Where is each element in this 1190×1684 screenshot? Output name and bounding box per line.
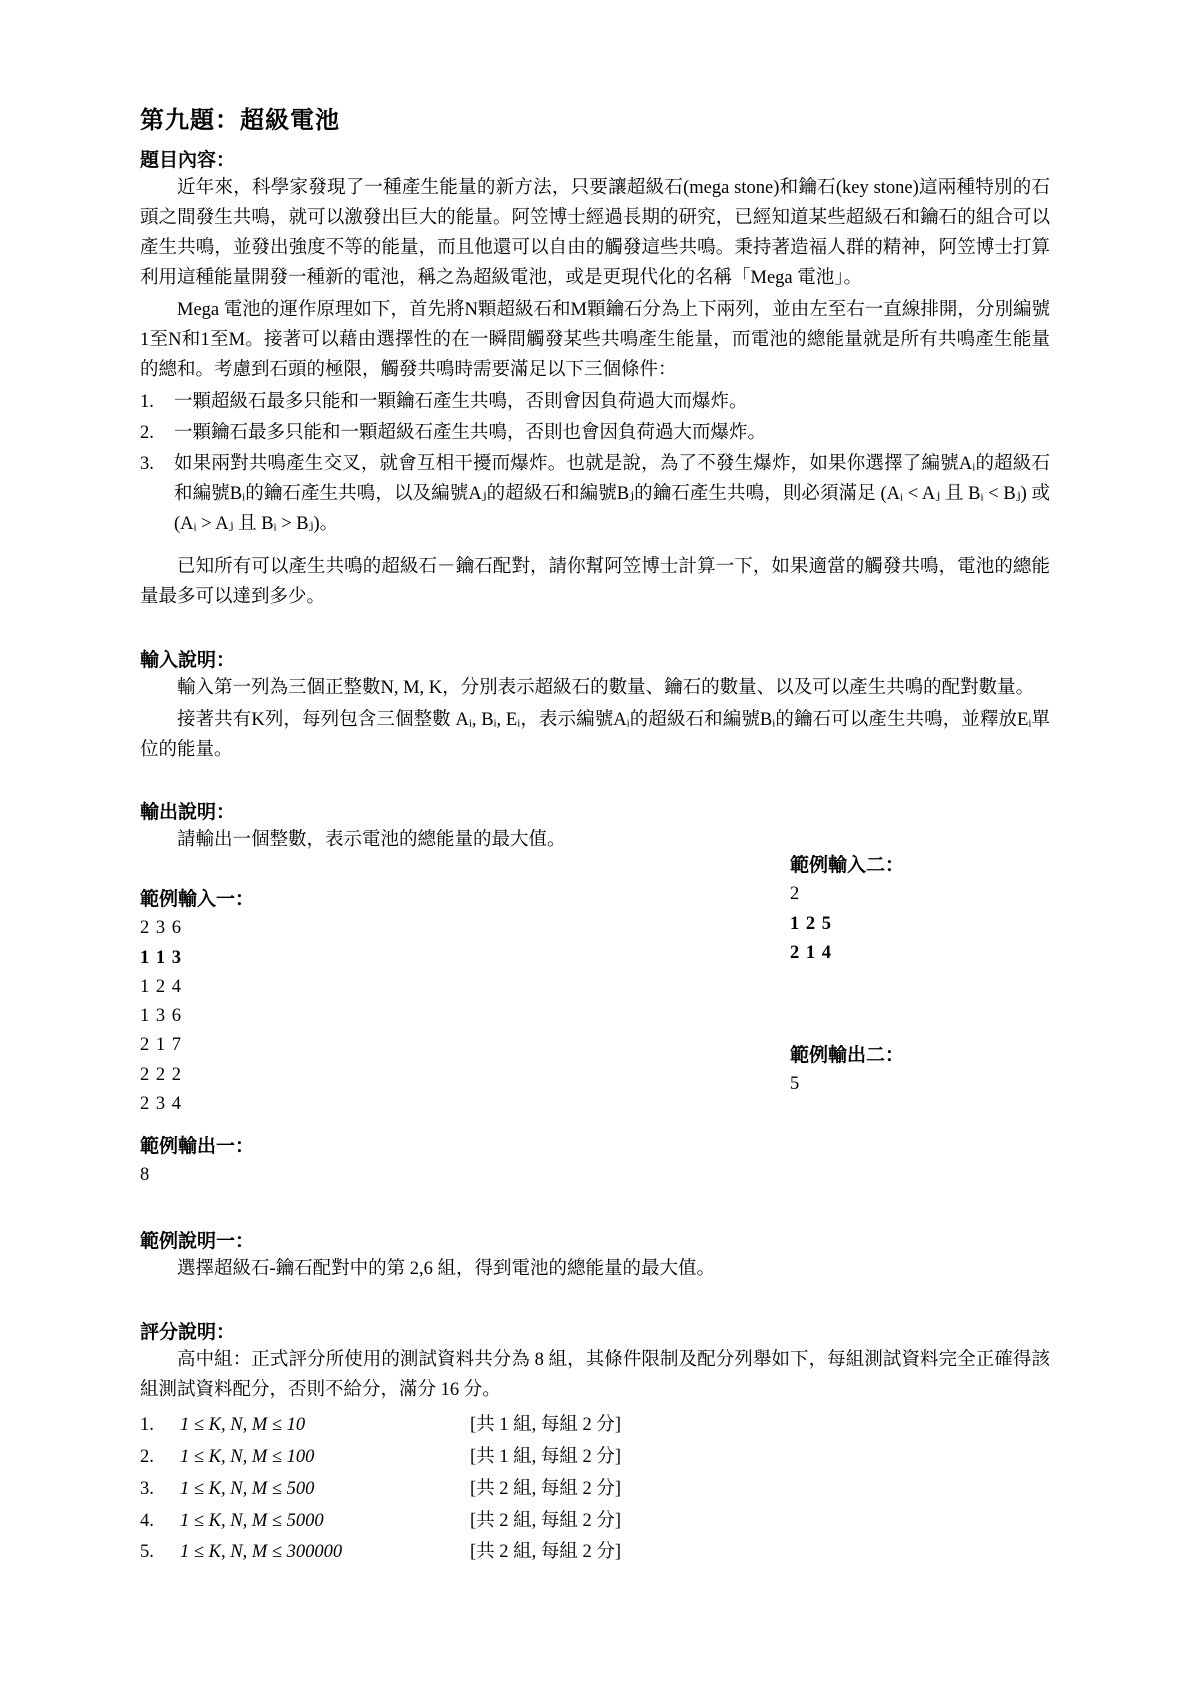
section-heading-output: 輸出說明： xyxy=(140,801,236,824)
scoring-row xyxy=(140,1442,1050,1474)
scoring-number: 1. xyxy=(140,1415,154,1436)
scoring-row xyxy=(140,1506,1050,1538)
condition-number: 2. xyxy=(140,422,154,443)
sample-line: 1 1 3 xyxy=(140,947,182,968)
condition-number: 3. xyxy=(140,453,154,474)
document-body xyxy=(140,100,1050,1569)
problem-paragraph-3: 已知所有可以產生共鳴的超級石－鑰石配對，請你幫阿笠博士計算一下，如果適當的觸發共鳴，電池的總能量最多可以達到多少。 xyxy=(140,556,1050,607)
section-heading-scoring: 評分說明： xyxy=(140,1321,236,1344)
section-heading-input: 輸入說明： xyxy=(140,648,236,671)
sample-output-2-lines xyxy=(790,1070,1050,1099)
samples-block xyxy=(140,854,1050,1119)
sample-input-1-block xyxy=(140,884,620,1119)
scoring-row xyxy=(140,1474,1050,1506)
input-paragraph-1: 輸入第一列為三個正整數N, M, K，分別表示超級石的數量、鑰石的數量、以及可以產生共鳴的配對數量。 xyxy=(177,677,1035,698)
sample-input-1-lines xyxy=(140,914,620,1119)
sample-line: 2 xyxy=(790,884,801,905)
sample-line: 1 3 6 xyxy=(140,1006,182,1027)
scoring-row xyxy=(140,1410,1050,1442)
problem-paragraph-1: 近年來，科學家發現了一種產生能量的新方法，只要讓超級石(mega stone)和鑰石(key stone)這兩種特別的石頭之間發生共鳴，就可以激發出巨大的能量。阿笠博士經過長期的研究，已經知道某些超級石和鑰石的組合可以產生共鳴，並發出強度不等的能量，而且他還可以自由的觸發這些共鳴。秉持著造福人群的精神，阿笠博士打算利用這種能量開發一種新的電池，稱之為超級電池，或是更現代化的名稱「Mega 電池」。 xyxy=(140,178,1050,288)
condition-number: 1. xyxy=(140,391,154,412)
sample-line: 2 3 6 xyxy=(140,918,182,939)
condition-item xyxy=(140,419,1050,449)
problem-paragraph-2: Mega 電池的運作原理如下，首先將N顆超級石和M顆鑰石分為上下兩列，並由左至右一直線排開，分別編號1至N和1至M。接著可以藉由選擇性的在一瞬間觸發某些共鳴產生能量，而電池的總能量就是所有共鳴產生能量的總和。考慮到石頭的極限，觸發共鳴時需要滿足以下三個條件： xyxy=(140,299,1050,380)
condition-item xyxy=(140,388,1050,418)
sample-line: 2 3 4 xyxy=(140,1093,182,1114)
sample-line: 2 1 7 xyxy=(140,1035,182,1056)
sample-line: 2 1 4 xyxy=(790,942,832,963)
scoring-points: [共 2 組, 每組 2 分] xyxy=(470,1542,622,1563)
condition-text: 一顆鑰石最多只能和一顆超級石產生共鳴，否則也會因負荷過大而爆炸。 xyxy=(174,422,767,443)
sample-output-2-heading: 範例輸出二： xyxy=(790,1044,905,1067)
input-paragraph-2: 接著共有K列，每列包含三個整數 Aᵢ, Bᵢ, Eᵢ，表示編號Aᵢ的超級石和編號Bᵢ的鑰石可以產生共鳴，並釋放Eᵢ單位的能量。 xyxy=(140,709,1050,760)
scoring-list xyxy=(140,1410,1050,1569)
scoring-number: 5. xyxy=(140,1542,154,1563)
scoring-number: 2. xyxy=(140,1446,154,1467)
sample-line: 5 xyxy=(790,1074,801,1095)
scoring-condition: 1 ≤ K, N, M ≤ 5000 xyxy=(180,1510,324,1531)
conditions-list xyxy=(140,388,1050,540)
sample-output-1-lines xyxy=(140,1161,620,1190)
sample-line: 8 xyxy=(140,1164,151,1185)
scoring-points: [共 1 組, 每組 2 分] xyxy=(470,1415,622,1436)
scoring-condition: 1 ≤ K, N, M ≤ 300000 xyxy=(180,1542,343,1563)
sample-input-2-block xyxy=(790,850,1050,968)
sample-explain-paragraph: 選擇超級石-鑰石配對中的第 2,6 組，得到電池的總能量的最大值。 xyxy=(177,1259,716,1280)
scoring-paragraph: 高中組：正式評分所使用的測試資料共分為 8 組，其條件限制及配分列舉如下，每組測試資料完全正確得該組測試資料配分，否則不給分，滿分 16 分。 xyxy=(140,1350,1050,1401)
output-paragraph-1: 請輸出一個整數，表示電池的總能量的最大值。 xyxy=(177,830,566,851)
scoring-condition: 1 ≤ K, N, M ≤ 100 xyxy=(180,1446,315,1467)
scoring-points: [共 2 組, 每組 2 分] xyxy=(470,1478,622,1499)
sample-input-1-heading: 範例輸入一： xyxy=(140,888,255,911)
sample-output-2-block xyxy=(790,1040,1050,1099)
sample-input-2-heading: 範例輸入二： xyxy=(790,854,905,877)
sample-line: 1 2 4 xyxy=(140,976,182,997)
sample-line: 2 2 2 xyxy=(140,1064,182,1085)
scoring-condition: 1 ≤ K, N, M ≤ 10 xyxy=(180,1415,306,1436)
condition-item xyxy=(140,450,1050,540)
scoring-points: [共 2 組, 每組 2 分] xyxy=(470,1510,622,1531)
section-heading-sample-explain: 範例說明一： xyxy=(140,1230,255,1253)
scoring-row xyxy=(140,1537,1050,1569)
condition-text: 如果兩對共鳴產生交叉，就會互相干擾而爆炸。也就是說，為了不發生爆炸，如果你選擇了編號Aᵢ的超級石和編號Bᵢ的鑰石產生共鳴，以及編號Aⱼ的超級石和編號Bⱼ的鑰石產生共鳴，則必須滿足 (Aᵢ < Aⱼ 且 Bᵢ < Bⱼ) 或 (Aᵢ > Aⱼ 且 Bᵢ > Bⱼ)。 xyxy=(174,453,1050,534)
sample-line: 1 2 5 xyxy=(790,913,832,934)
sample-output-1-heading: 範例輸出一： xyxy=(140,1134,255,1157)
page-title: 第九題：超級電池 xyxy=(140,105,340,134)
sample-output-1-block xyxy=(140,1131,620,1190)
scoring-number: 4. xyxy=(140,1510,154,1531)
scoring-condition: 1 ≤ K, N, M ≤ 500 xyxy=(180,1478,315,1499)
sample-input-2-lines xyxy=(790,880,1050,968)
scoring-number: 3. xyxy=(140,1478,154,1499)
condition-text: 一顆超級石最多只能和一顆鑰石產生共鳴，否則會因負荷過大而爆炸。 xyxy=(174,391,748,412)
scoring-points: [共 1 組, 每組 2 分] xyxy=(470,1446,622,1467)
section-heading-problem: 題目內容： xyxy=(140,149,236,171)
